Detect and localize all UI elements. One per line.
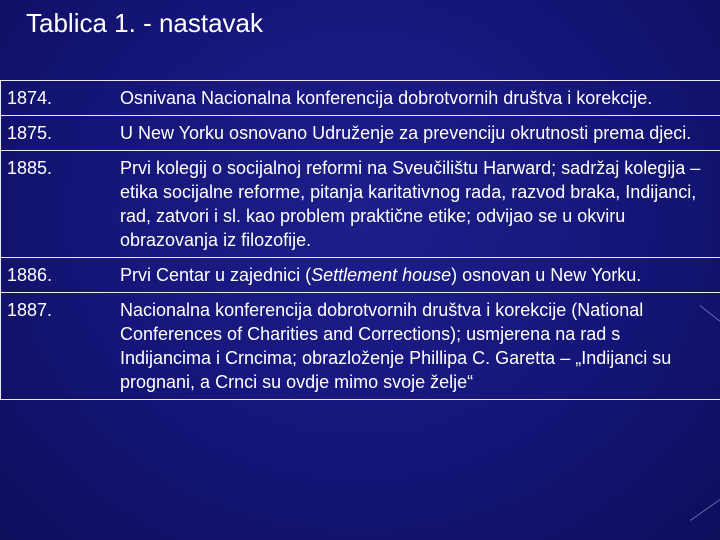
- year-cell: 1887.: [1, 293, 114, 400]
- table-row: [1, 258, 720, 293]
- table-row: [1, 116, 720, 151]
- description-cell: Nacionalna konferencija dobrotvornih društva i korekcije (National Conferences of Charities and Corrections); usmjerena na rad s Indijancima i Crncima; obrazloženje Phillipa C. Garetta – „Indijanci su prognani, a Crnci su ovdje mimo svoje želje“: [113, 293, 720, 400]
- description-cell: [113, 258, 720, 293]
- description-cell: Osnivana Nacionalna konferencija dobrotvornih društva i korekcije.: [113, 81, 720, 116]
- year-cell: 1875.: [1, 116, 114, 151]
- italic-term: Settlement house: [311, 265, 452, 285]
- table-row: [1, 151, 720, 258]
- year-cell: 1874.: [1, 81, 114, 116]
- table-row: [1, 293, 720, 400]
- description-cell: Prvi kolegij o socijalnoj reformi na Sveučilištu Harward; sadržaj kolegija – etika socijalne reforme, pitanja karitativnog rada, razvod braka, Indijanci, rad, zatvori i sl. kao problem praktične etike; odvijao se u okviru obrazovanja iz filozofije.: [113, 151, 720, 258]
- year-cell: 1885.: [1, 151, 114, 258]
- year-cell: 1886.: [1, 258, 114, 293]
- timeline-table: [0, 80, 720, 400]
- table-row: [1, 81, 720, 116]
- description-cell: U New Yorku osnovano Udruženje za prevenciju okrutnosti prema djeci.: [113, 116, 720, 151]
- slide-title: Tablica 1. - nastavak: [26, 8, 264, 38]
- description-text: ) osnovan u New Yorku.: [451, 265, 642, 285]
- decorative-line: [690, 491, 720, 520]
- description-text: Prvi Centar u zajednici (: [120, 265, 312, 285]
